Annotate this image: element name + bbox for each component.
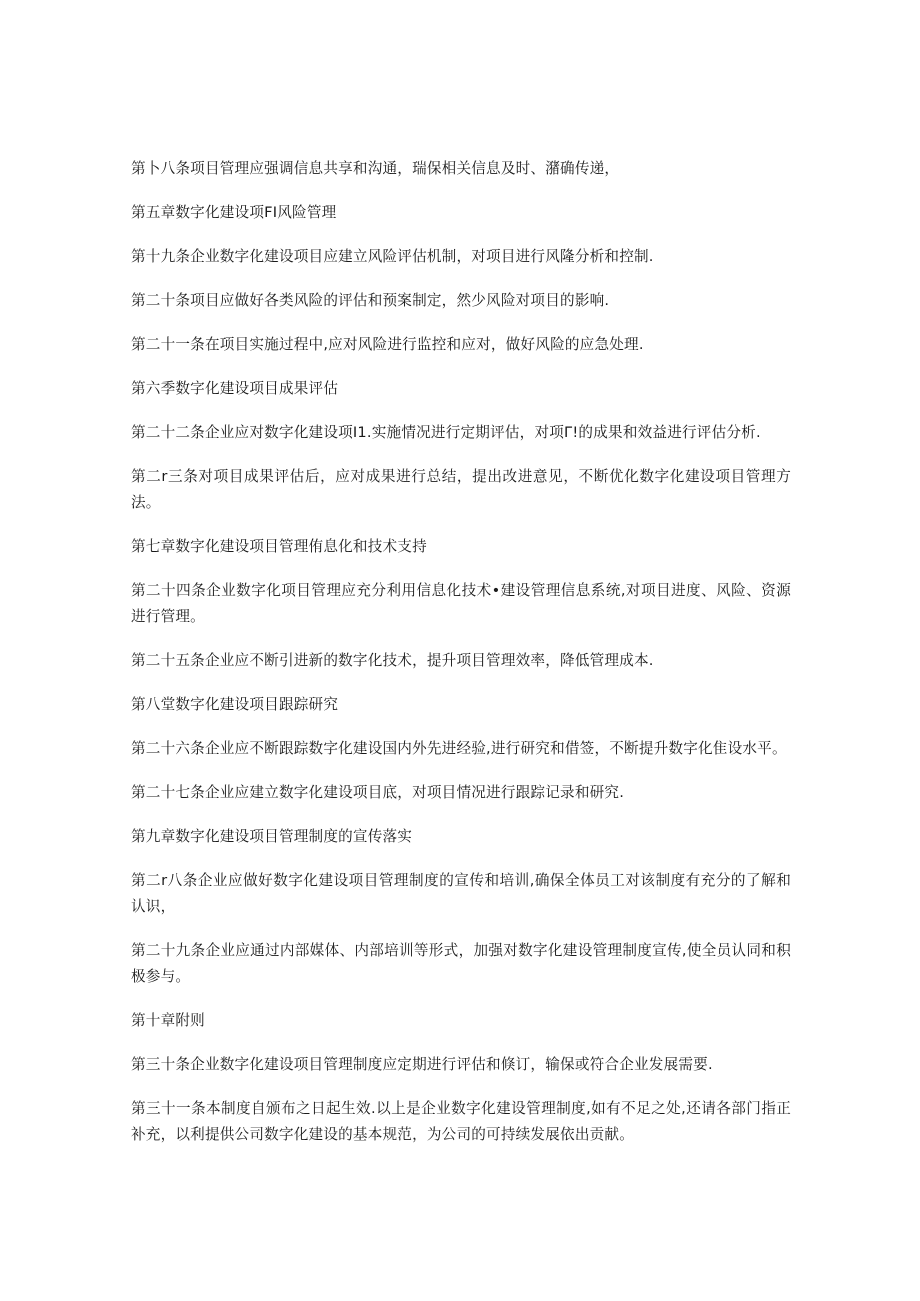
article-24: 第二十四条企业数字化项目管理应充分利用信息化技术•建设管理信息系统,对项目进度、风险、资源进行管理。 — [131, 582, 791, 625]
chapter-10-heading: 第十章附则 — [131, 1012, 205, 1029]
article-20: 第二十条项目应做好各类风险的评估和预案制定，然少风险对项目的影响. — [131, 292, 610, 309]
article-31: 第三十一条本制度自颁布之日起生效.以上是企业数字化建设管理制度,如有不足之处,还请各部门指正补充，以利提供公司数字化建设的基本规范，为公司的可持续发展依出贡献。 — [131, 1100, 791, 1143]
article-21: 第二十一条在项目实施过程中,应对风险进行监控和应对，做好风险的应急处理. — [131, 336, 644, 353]
chapter-5-heading: 第五章数字化建设项FI风险管理 — [131, 204, 337, 221]
article-30: 第三十条企业数字化建设项目管理制度应定期进行评估和倏订，输保或符合企业发展需要. — [131, 1056, 713, 1073]
chapter-7-heading: 第七章数字化建设项目管理侑息化和技术支持 — [131, 538, 427, 555]
chapter-9-heading: 第九章数字化建设项目管理制度的宣传落实 — [131, 828, 413, 845]
article-26: 第二十六条企业应不断跟踪数字化建设国内外先进经验,进行研究和借签，不断提升数字化隹设水平。 — [131, 740, 787, 757]
chapter-8-heading: 第八堂数字化建设项目跟踪研究 — [131, 696, 339, 713]
chapter-6-heading: 第六季数字化建设项目成果评估 — [131, 380, 339, 397]
article-18: 第卜八条项目管理应强调信息共享和沟通，瑞保相关信息及时、潴确传递， — [131, 160, 620, 177]
document-page — [131, 156, 791, 1166]
article-29: 第二十九条企业应通过内部媒体、内部培训等形式，加强对数字化建设管理制度宣传,使全员认同和积极参与。 — [131, 942, 791, 985]
article-19: 第十九条企业数字化建设项目应建立风险评估机制，对项目进行风隆分析和控制. — [131, 248, 654, 265]
article-22: 第二十二条企业应对数字化建设项I1.实施情况进行定期评估，对项Γ!的成果和效益进行评估分析. — [131, 424, 761, 441]
article-28: 第二r八条企业应做好数字化建设项目管理制度的宣传和培训,确保全体员工对该制度有充分的了解和认识， — [131, 872, 791, 915]
article-23: 第二r三条对项目成果评估后，应对成果进行总结，提出改进意见，不断优化数字化建设项目管理方法。 — [131, 468, 791, 511]
article-25: 第二十五条企业应不断引进新的数字化技术，提升项目管理效率，降低管理成本. — [131, 652, 654, 669]
article-27: 第二十七条企业应建立数字化建设项目底，对项目情况进行跟踪记录和研究. — [131, 784, 625, 801]
